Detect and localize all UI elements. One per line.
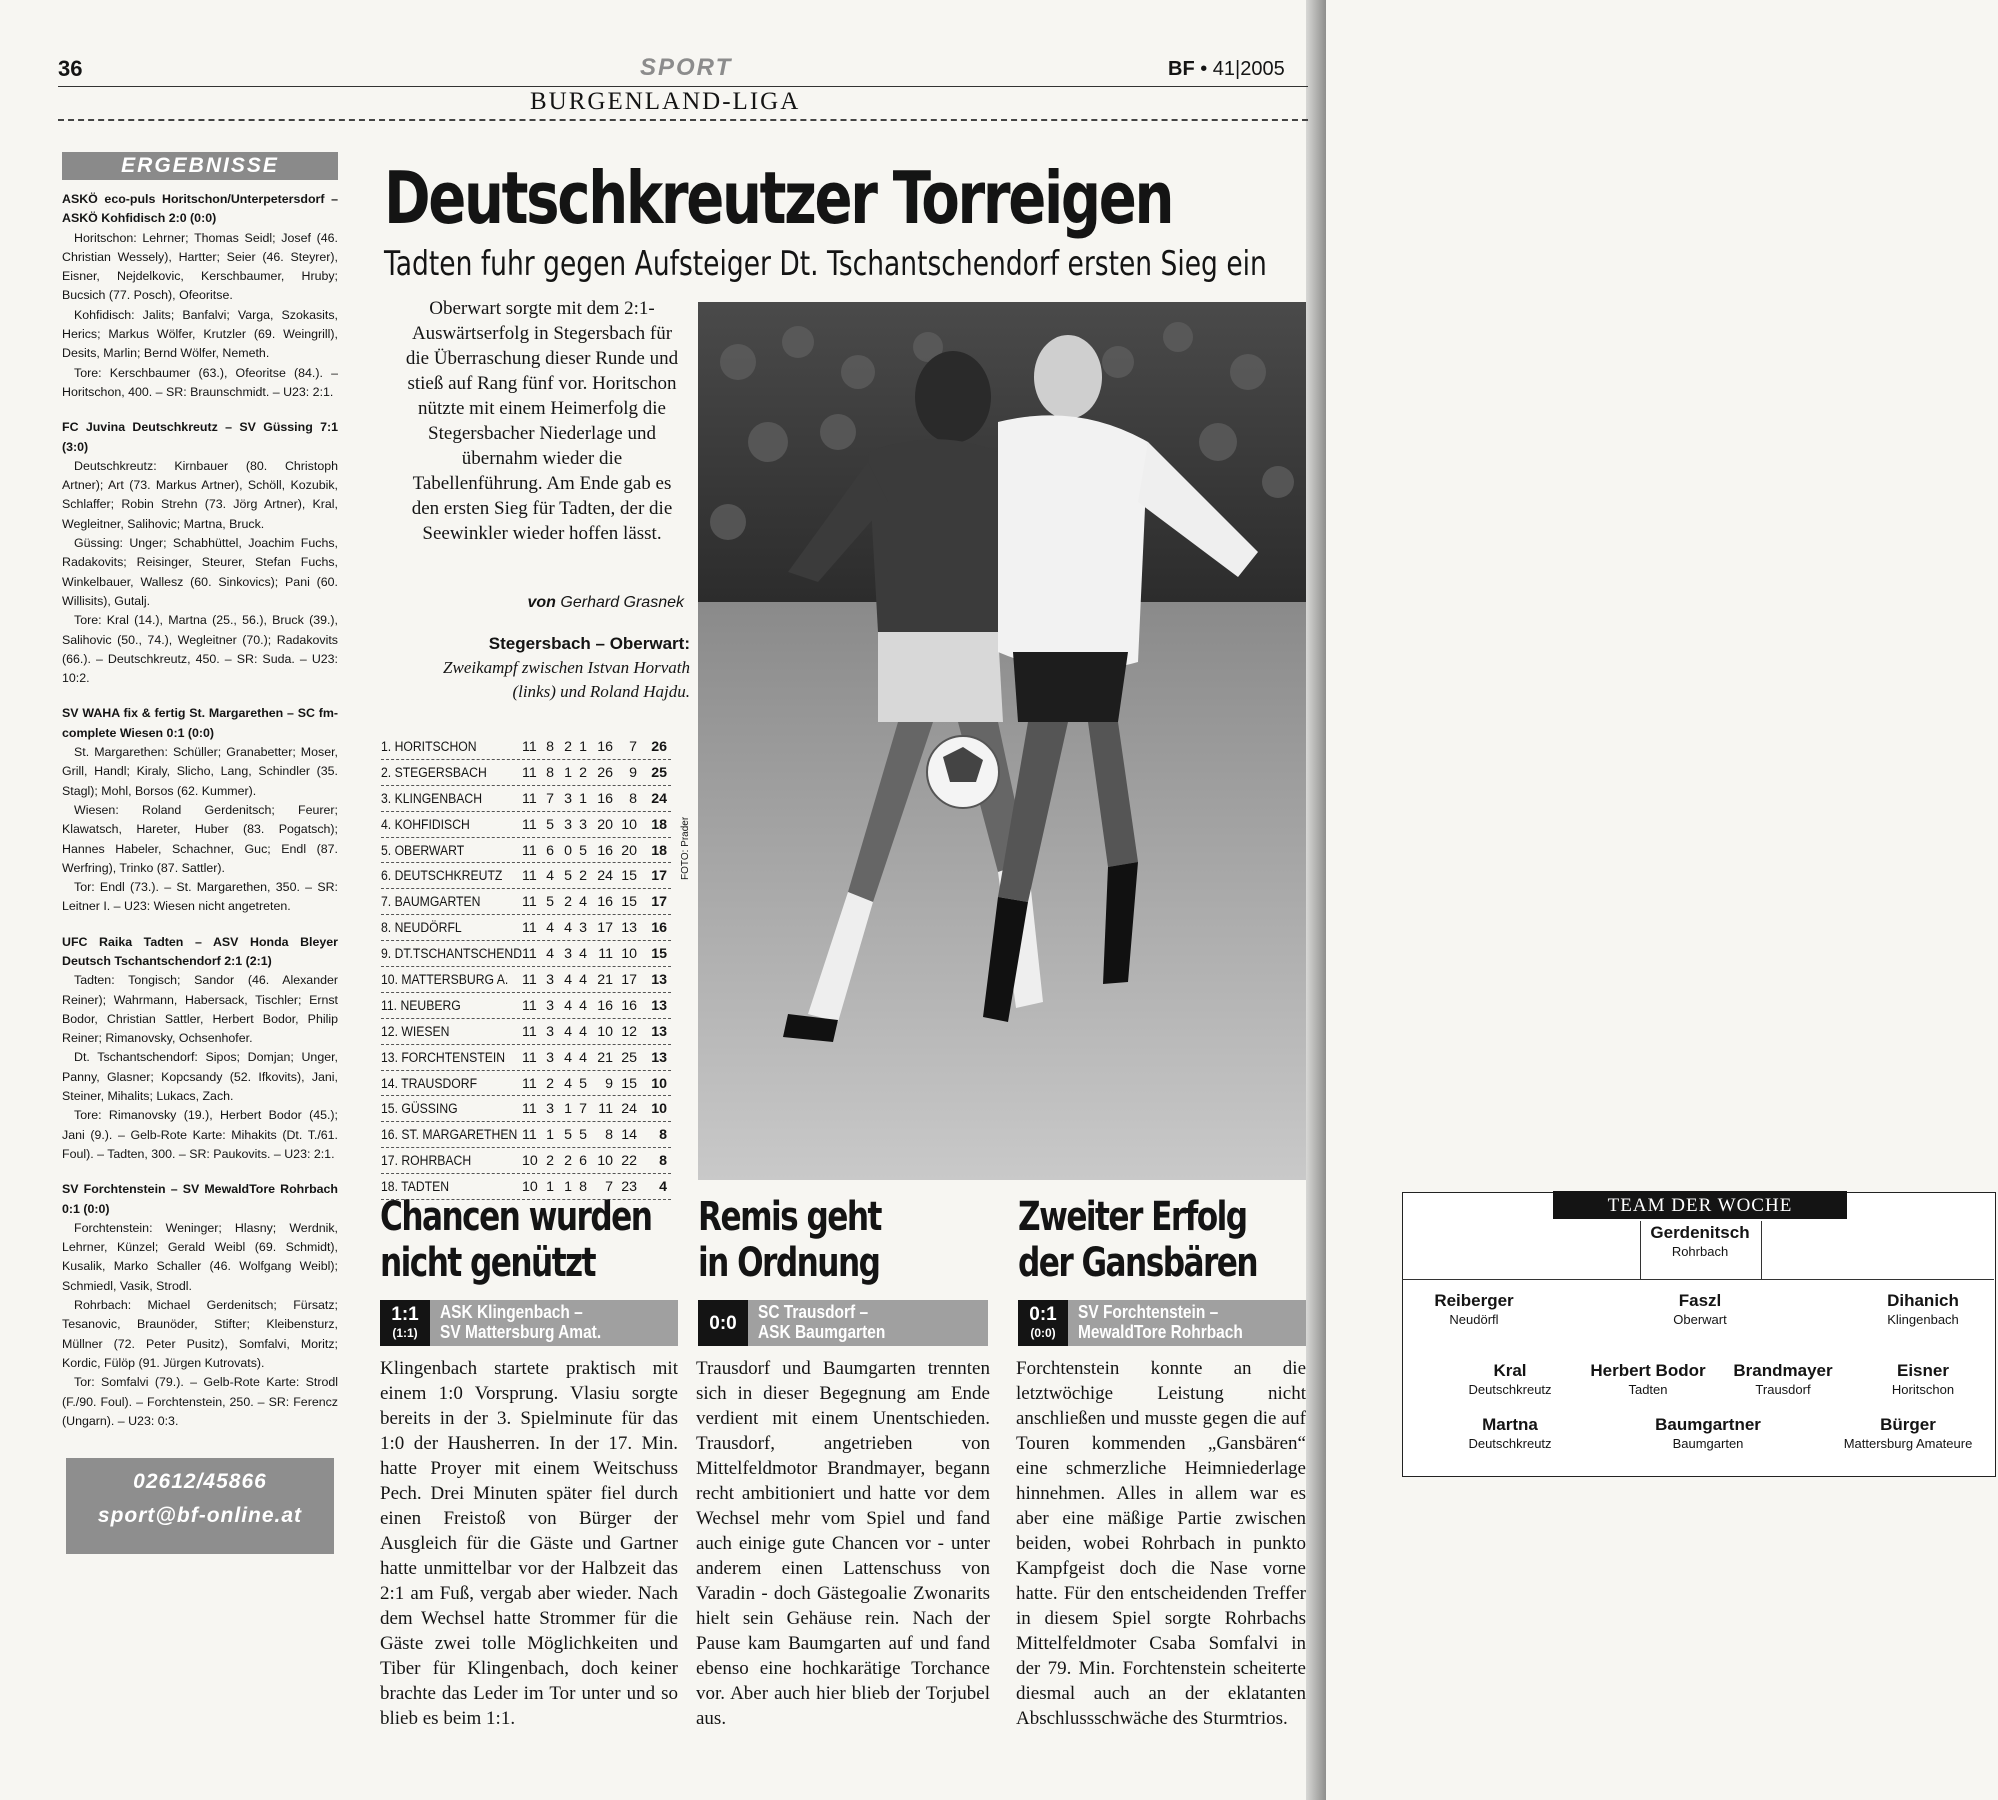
wins: 5 — [546, 894, 554, 911]
article-headline — [698, 1194, 881, 1286]
losses: 4 — [579, 997, 587, 1014]
draws: 3 — [564, 946, 572, 963]
goals-for: 10 — [597, 1153, 613, 1170]
team-name: 15. GÜSSING — [381, 1101, 458, 1118]
results-heading: ERGEBNISSE — [62, 152, 338, 180]
games-played: 11 — [522, 816, 537, 833]
team-name: 18. TADTEN — [381, 1179, 450, 1196]
result-title: SV WAHA fix & fertig St. Margarethen – SC fm-complete Wiesen 0:1 (0:0) — [62, 706, 338, 740]
player-club: Mattersburg Amateure — [1843, 1436, 1973, 1451]
player-club: Deutschkreutz — [1468, 1382, 1552, 1397]
goals-against: 16 — [621, 997, 637, 1014]
goals-against: 13 — [621, 920, 637, 937]
player-midfielder — [1435, 1361, 1585, 1397]
halftime-score: (0:0) — [1030, 1326, 1056, 1340]
points: 13 — [651, 1023, 667, 1040]
wins: 3 — [546, 1101, 554, 1118]
draws: 3 — [564, 790, 572, 807]
result-goals: Tore: Kral (14.), Martna (25., 56.), Bruck (39.), Salihovic (50., 74.), Wegleitner (70.); Radakovits (66.). – Deutschkreutz, 450. – SR: Suda. – U23: 10:2. — [62, 613, 338, 686]
result-lineup: Horitschon: Lehrner; Thomas Seidl; Josef (46. Christian Wessely), Hartter; Seier (46. Steyrer), Eisner, Nejdelkovic, Kerschbaumer, Hruby; Bucsich (77. Posch), Ofeoritse. — [62, 230, 338, 303]
losses: 2 — [579, 868, 587, 885]
final-score: 1:1 — [391, 1304, 419, 1325]
wins: 3 — [546, 972, 554, 989]
team-name: 1. HORITSCHON — [381, 739, 477, 755]
score-box — [1018, 1300, 1068, 1346]
headline-line: Chancen wurden — [380, 1194, 652, 1240]
result-block — [62, 1180, 338, 1431]
contact-email[interactable]: sport@bf-online.at — [97, 1504, 303, 1527]
losses: 4 — [579, 894, 587, 911]
points: 8 — [659, 1127, 667, 1144]
wins: 3 — [546, 997, 554, 1014]
result-title: SV Forchtenstein – SV MewaldTore Rohrbach 0:1 (0:0) — [62, 1182, 338, 1216]
player-club: Trausdorf — [1755, 1382, 1811, 1397]
photo-illustration — [698, 302, 1306, 1180]
goals-against: 22 — [621, 1153, 637, 1170]
standings-row — [381, 915, 671, 941]
photo-credit: FOTO: Prader — [680, 816, 691, 880]
player-defender — [1625, 1291, 1775, 1327]
losses: 1 — [579, 739, 587, 755]
goals-for: 8 — [605, 1127, 613, 1144]
games-played: 11 — [522, 790, 537, 807]
result-goals: Tore: Rimanovsky (19.), Herbert Bodor (45.); Jani (9.). – Gelb-Rote Karte: Mihakits (Dt. T./61. Foul). – Tadten, 300. – SR: Paukovits. – U23: 2:1. — [62, 1108, 338, 1161]
player-name: Eisner — [1897, 1361, 1949, 1380]
player-club: Horitschon — [1891, 1382, 1955, 1397]
player-club: Tadten — [1628, 1382, 1668, 1397]
result-lineup: Rohrbach: Michael Gerdenitsch; Fürsatz; Tesanovic, Braunöder, Stifter; Kleibensturz, Müllner (72. Peter Pusitz), Somfalvi, Moritz; Kordic, Fülöp (91. Jürgen Kutrovats). — [62, 1298, 338, 1370]
games-played: 11 — [522, 842, 537, 859]
match-scorebar — [698, 1300, 988, 1346]
player-defender — [1399, 1291, 1549, 1327]
games-played: 11 — [522, 894, 537, 911]
player-name: Kral — [1493, 1361, 1527, 1380]
player-name: Bürger — [1880, 1415, 1936, 1434]
field-line — [1402, 1279, 1994, 1280]
points: 18 — [651, 842, 667, 859]
games-played: 11 — [522, 946, 537, 963]
goals-for: 7 — [605, 1179, 613, 1196]
player-name: Gerdenitsch — [1650, 1223, 1750, 1242]
team-name: 14. TRAUSDORF — [381, 1075, 478, 1092]
draws: 4 — [564, 972, 572, 989]
result-title: FC Juvina Deutschkreutz – SV Güssing 7:1 (3:0) — [62, 420, 338, 454]
player-name: Baumgartner — [1655, 1415, 1761, 1434]
player-club: Baumgarten — [1672, 1436, 1744, 1451]
result-block — [62, 190, 338, 402]
standings-row — [381, 812, 671, 838]
match-teams — [758, 1302, 885, 1342]
games-played: 10 — [522, 1179, 538, 1196]
points: 13 — [651, 972, 667, 989]
losses: 2 — [579, 764, 587, 781]
result-lineup: Dt. Tschantschendorf: Sipos; Domjan; Unger, Panny, Glasner; Kopcsandy (52. Ifkovits), Jani, Steiner, Mihalits; Lukacs, Zach. — [62, 1050, 338, 1104]
points: 26 — [651, 739, 667, 755]
team-name: 9. DT.TSCHANTSCHEND. — [381, 946, 526, 963]
standings-table — [381, 734, 671, 1200]
games-played: 11 — [522, 764, 537, 781]
away-team: ASK Baumgarten — [758, 1322, 886, 1342]
team-name: 17. ROHRBACH — [381, 1153, 472, 1170]
halftime-score: (1:1) — [392, 1326, 418, 1340]
draws: 1 — [564, 764, 572, 781]
score-box — [380, 1300, 430, 1346]
match-scorebar — [1018, 1300, 1306, 1346]
goals-against: 24 — [621, 1101, 637, 1118]
standings-row — [381, 863, 671, 889]
draws: 4 — [564, 1049, 572, 1066]
league-title: BURGENLAND-LIGA — [530, 88, 801, 115]
draws: 4 — [564, 1075, 572, 1092]
goals-against: 10 — [621, 816, 637, 833]
goals-for: 21 — [597, 972, 613, 989]
losses: 4 — [579, 972, 587, 989]
team-name: 11. NEUBERG — [381, 997, 461, 1014]
goals-for: 26 — [597, 764, 613, 781]
away-team: MewaldTore Rohrbach — [1078, 1322, 1243, 1342]
standings-row — [381, 838, 671, 864]
match-scorebar — [380, 1300, 678, 1346]
goals-against: 17 — [621, 972, 637, 989]
goals-for: 21 — [597, 1049, 613, 1066]
goals-against: 15 — [621, 868, 637, 885]
player-name: Herbert Bodor — [1590, 1361, 1706, 1380]
match-teams — [440, 1302, 601, 1342]
losses: 1 — [579, 790, 587, 807]
goals-for: 16 — [597, 739, 613, 755]
team-name: 10. MATTERSBURG A. — [381, 972, 509, 989]
issue-number: • 41|2005 — [1200, 58, 1285, 80]
team-name: 7. BAUMGARTEN — [381, 894, 481, 911]
draws: 1 — [564, 1101, 572, 1118]
result-lineup: Güssing: Unger; Schabhüttel, Joachim Fuchs, Radakovits; Reisinger, Steurer, Stefan Fuchs, Winkelbauer, Wallesz (60. Sinkovics); Pani (60. Willisits), Gutalj. — [62, 536, 338, 608]
draws: 3 — [564, 816, 572, 833]
draws: 0 — [564, 842, 572, 859]
result-goals: Tore: Kerschbaumer (63.), Ofeoritse (84.). – Horitschon, 400. – SR: Braunschmidt. – U23: 2:1. — [62, 365, 338, 399]
points: 17 — [651, 894, 667, 911]
goals-against: 8 — [629, 790, 637, 807]
standings-row — [381, 786, 671, 812]
games-played: 11 — [522, 739, 537, 755]
games-played: 11 — [522, 868, 537, 885]
goals-for: 11 — [598, 1101, 613, 1118]
article-headline — [1018, 1194, 1257, 1286]
player-midfielder — [1708, 1361, 1858, 1397]
wins: 5 — [546, 816, 554, 833]
page-edge-shadow — [1306, 0, 1326, 1800]
player-forward — [1633, 1415, 1783, 1451]
wins: 4 — [546, 868, 554, 885]
player-goalkeeper — [1625, 1223, 1775, 1259]
wins: 4 — [546, 946, 554, 963]
losses: 8 — [579, 1179, 587, 1196]
games-played: 11 — [522, 1023, 537, 1040]
contact-phone[interactable]: 02612/45866 — [133, 1470, 267, 1493]
football — [927, 736, 999, 808]
goals-against: 15 — [621, 894, 637, 911]
player-name: Martna — [1482, 1415, 1538, 1434]
goals-for: 24 — [597, 868, 613, 885]
goals-against: 14 — [621, 1127, 637, 1144]
away-team: SV Mattersburg Amat. — [440, 1322, 602, 1342]
losses: 5 — [579, 1075, 587, 1092]
standings-row — [381, 1019, 671, 1045]
standings-row — [381, 1096, 671, 1122]
draws: 4 — [564, 997, 572, 1014]
team-name: 4. KOHFIDISCH — [381, 816, 470, 833]
goals-for: 11 — [598, 946, 613, 963]
standings-row — [381, 889, 671, 915]
draws: 2 — [564, 739, 572, 755]
player-club: Oberwart — [1673, 1312, 1727, 1327]
points: 13 — [651, 997, 667, 1014]
article-body: Trausdorf und Baumgarten trennten sich in dieser Begegnung am Ende verdient mit einem Unentschieden. Trausdorf, angetrieben von Mittelfeldmotor Brandmayer, begann recht ambitioniert und hatte vor dem Wechsel mehr vom Spiel und fand auch einige gute Chancen vor - unter anderem einen Lattenschuss von Varadin - doch Gästegoalie Zwonarits hielt sein Gehäuse rein. Nach der Pause kam Baumgarten auf und fand ebenso eine hochkarätige Torchance vor. Aber auch hier blieb der Torjubel aus. — [696, 1358, 990, 1729]
losses: 6 — [579, 1153, 587, 1170]
goals-for: 20 — [597, 816, 613, 833]
headline-line: nicht genützt — [380, 1240, 596, 1286]
losses: 7 — [579, 1101, 587, 1118]
wins: 3 — [546, 1049, 554, 1066]
team-name: 6. DEUTSCHKREUTZ — [381, 868, 503, 885]
draws: 4 — [564, 1023, 572, 1040]
wins: 1 — [546, 1127, 554, 1144]
final-score: 0:0 — [709, 1313, 737, 1334]
wins: 6 — [546, 842, 554, 859]
issue-info — [1168, 58, 1285, 81]
points: 4 — [659, 1179, 667, 1196]
player-club: Klingenbach — [1887, 1312, 1959, 1327]
draws: 2 — [564, 894, 572, 911]
games-played: 10 — [522, 1153, 538, 1170]
goals-against: 10 — [621, 946, 637, 963]
main-subheadline: Tadten fuhr gegen Aufsteiger Dt. Tschantschendorf ersten Sieg ein — [384, 244, 1267, 284]
standings-row — [381, 734, 671, 760]
standings-row — [381, 1071, 671, 1097]
result-title: ASKÖ eco-puls Horitschon/Unterpetersdorf – ASKÖ Kohfidisch 2:0 (0:0) — [62, 192, 338, 226]
player-midfielder — [1848, 1361, 1998, 1397]
losses: 4 — [579, 946, 587, 963]
standings-row — [381, 760, 671, 786]
wins: 8 — [546, 764, 554, 781]
result-lineup: Deutschkreutz: Kirnbauer (80. Christoph Artner); Art (73. Markus Artner), Schöll, Kozubik, Schlaffer; Robin Strehn (73. Jörg Artner), Kral, Wegleitner, Salihovic; Martna, Bruck. — [62, 458, 338, 531]
page-number: 36 — [58, 56, 83, 81]
article-body: Forchtenstein konnte an die letztwöchige Leistung nicht anschließen und musste gegen die auf Touren kommenden „Gansbären“ eine schmerzliche Heimniederlage hinnehmen. Alles in allem war es aber eine mäßige Partie zwischen beiden, wobei Rohrbach in punkto Kampfgeist doch die Nase vorne hatte. Für den entscheidenden Treffer in diesem Spiel sorgte Rohrbachs Mittelfeldmoter Csaba Somfalvi in der 79. Min. Forchtenstein scheiterte diesmal auch an der eklatanten Abschlussschwäche des Sturmtrios. — [1016, 1358, 1306, 1729]
goals-against: 7 — [629, 739, 637, 755]
losses: 4 — [579, 1049, 587, 1066]
player-midfielder — [1573, 1361, 1723, 1397]
draws: 5 — [564, 868, 572, 885]
article-body: Klingenbach startete praktisch mit einem 1:0 Vorsprung. Vlasiu sorgte bereits in der 3. Spielminute für das 1:0 der Hausherren. In der 17. Min. hatte Proyer mit einem Weitschuss Pech. Drei Minuten später fiel durch einen Freistoß von Bürger der Ausgleich für die Gäste und Gartner hatte unmittelbar vor der Halbzeit das 2:1 am Fuß, vergab aber wieder. Nach dem Wechsel hatte Strommer für die Gäste zwei tolle Möglichkeiten und Tiber für Klingenbach, doch keiner brachte das Leder im Tor unter und so blieb es beim 1:1. — [380, 1358, 678, 1729]
result-lineup: Forchtenstein: Weninger; Hlasny; Werdnik, Lehrner, Künzel; Gerald Weibl (69. Schmidt), Kusalik, Marko Schaller (46. Wolfgang Weibl); Schmiedl, Vasik, Strodl. — [62, 1220, 338, 1293]
wins: 2 — [546, 1153, 554, 1170]
team-of-the-week — [1402, 1192, 1996, 1477]
result-goals: Tor: Somfalvi (79.). – Gelb-Rote Karte: Strodl (F./90. Foul). – Forchtenstein, 250. – SR: Ferencz (Ungarn). – U23: 0:3. — [62, 1375, 338, 1428]
goals-against: 20 — [621, 842, 637, 859]
byline — [400, 594, 684, 612]
games-played: 11 — [522, 1101, 537, 1118]
byline-prefix: von — [527, 594, 556, 611]
result-lineup: Kohfidisch: Jalits; Banfalvi; Varga, Szokasits, Herics; Markus Wölfer, Krutzler (69. Weingrill), Desits, Marlin; Bernd Wölfer, Nemeth. — [62, 307, 338, 361]
goals-for: 16 — [597, 997, 613, 1014]
goals-against: 12 — [621, 1023, 637, 1040]
team-name: 8. NEUDÖRFL — [381, 920, 462, 937]
result-lineup: Wiesen: Roland Gerdenitsch; Feurer; Klawatsch, Hareter, Huber (83. Pogatsch); Hannes Habeler, Schachner, Guc; Endl (87. Werfring), Trinko (87. Sattler). — [62, 802, 338, 875]
standings-row — [381, 1045, 671, 1071]
losses: 5 — [579, 842, 587, 859]
caption-text: Zweikampf zwischen Istvan Horvath (links) und Roland Hajdu. — [443, 658, 690, 701]
draws: 1 — [564, 1179, 572, 1196]
player-defender — [1848, 1291, 1998, 1327]
team-name: 3. KLINGENBACH — [381, 790, 483, 807]
points: 10 — [651, 1075, 667, 1092]
dashed-divider — [58, 119, 1308, 121]
games-played: 11 — [522, 1127, 537, 1144]
points: 18 — [651, 816, 667, 833]
player-forward — [1823, 1415, 1993, 1451]
team-name: 13. FORCHTENSTEIN — [381, 1049, 506, 1066]
lead-paragraph: Oberwart sorgte mit dem 2:1-Auswärtserfolg in Stegersbach für die Überraschung dieser Runde und stieß auf Rang fünf vor. Horitschon nützte mit einem Heimerfolg die Stegersbacher Niederlage und übernahm wieder die Tabellenführung. Am Ende gab es den ersten Sieg für Tadten, der die Seewinkler wieder hoffen lässt. — [405, 298, 679, 544]
standings-row — [381, 993, 671, 1019]
games-played: 11 — [522, 997, 537, 1014]
draws: 5 — [564, 1127, 572, 1144]
goals-for: 17 — [597, 920, 613, 937]
points: 16 — [651, 920, 667, 937]
player-club: Neudörfl — [1449, 1312, 1499, 1327]
home-team: SV Forchtenstein – — [1078, 1302, 1219, 1322]
headline-line: Zweiter Erfolg — [1018, 1194, 1247, 1240]
result-block — [62, 704, 338, 916]
team-name: 12. WIESEN — [381, 1023, 450, 1040]
result-block — [62, 933, 338, 1165]
standings-row — [381, 941, 671, 967]
draws: 2 — [564, 1153, 572, 1170]
section-label: SPORT — [640, 54, 733, 81]
wins: 3 — [546, 1023, 554, 1040]
goals-against: 9 — [629, 764, 637, 781]
home-team: ASK Klingenbach – — [440, 1302, 583, 1322]
player-name: Faszl — [1678, 1291, 1722, 1310]
wins: 4 — [546, 920, 554, 937]
result-lineup: St. Margarethen: Schüller; Granabetter; Moser, Grill, Handl; Kiraly, Slicho, Lang, Schindler (35. Stagl); Mohl, Borsos (62. Kummer). — [62, 745, 338, 798]
games-played: 11 — [522, 972, 537, 989]
losses: 3 — [579, 816, 587, 833]
result-block — [62, 418, 338, 688]
match-teams — [1078, 1302, 1243, 1342]
points: 13 — [651, 1049, 667, 1066]
player-forward — [1435, 1415, 1585, 1451]
byline-author: Gerhard Grasnek — [560, 594, 684, 611]
goals-against: 23 — [621, 1179, 637, 1196]
games-played: 11 — [522, 920, 537, 937]
publication-name: BF — [1168, 58, 1195, 80]
wins: 7 — [546, 790, 554, 807]
goals-for: 10 — [597, 1023, 613, 1040]
goals-for: 16 — [597, 842, 613, 859]
team-of-week-title: TEAM DER WOCHE — [1553, 1191, 1847, 1219]
article-headline — [380, 1194, 651, 1286]
goals-against: 25 — [621, 1049, 637, 1066]
headline-line: in Ordnung — [698, 1240, 880, 1286]
team-name: 5. OBERWART — [381, 842, 465, 859]
player-name: Reiberger — [1434, 1291, 1514, 1310]
standings-row — [381, 967, 671, 993]
points: 25 — [651, 764, 667, 781]
points: 17 — [651, 868, 667, 885]
contact-box — [66, 1458, 334, 1554]
headline-line: der Gansbären — [1018, 1240, 1258, 1286]
player-club: Deutschkreutz — [1468, 1436, 1552, 1451]
header-rule — [58, 86, 1308, 87]
headline-line: Remis geht — [698, 1194, 881, 1240]
games-played: 11 — [522, 1075, 537, 1092]
losses: 5 — [579, 1127, 587, 1144]
wins: 2 — [546, 1075, 554, 1092]
score-box — [698, 1300, 748, 1346]
draws: 4 — [564, 920, 572, 937]
final-score: 0:1 — [1029, 1304, 1057, 1325]
player-name: Dihanich — [1887, 1291, 1959, 1310]
wins: 1 — [546, 1179, 554, 1196]
result-title: UFC Raika Tadten – ASV Honda Bleyer Deutsch Tschantschendorf 2:1 (2:1) — [62, 934, 338, 968]
caption-match: Stegersbach – Oberwart: — [488, 634, 690, 653]
points: 8 — [659, 1153, 667, 1170]
standings-row — [381, 1122, 671, 1148]
team-name: 16. ST. MARGARETHEN — [381, 1127, 518, 1144]
wins: 8 — [546, 739, 554, 755]
goals-against: 15 — [621, 1075, 637, 1092]
main-headline: Deutschkreutzer Torreigen — [384, 156, 1173, 240]
player-club: Rohrbach — [1671, 1244, 1729, 1259]
team-name: 2. STEGERSBACH — [381, 764, 487, 781]
goals-for: 16 — [597, 790, 613, 807]
result-lineup: Tadten: Tongisch; Sandor (46. Alexander Reiner); Wahrmann, Habersack, Tischler; Ernst Bodor, Christian Sattler, Herbert Bodor, Philip Reiner; Rimanovsky, Ochsenhofer. — [62, 973, 338, 1046]
result-goals: Tor: Endl (73.). – St. Margarethen, 350. – SR: Leitner I. – U23: Wiesen nicht angetreten. — [62, 880, 338, 914]
player-name: Brandmayer — [1733, 1361, 1833, 1380]
goals-for: 9 — [605, 1075, 613, 1092]
results-column — [62, 152, 338, 1447]
losses: 4 — [579, 1023, 587, 1040]
points: 15 — [651, 946, 667, 963]
points: 10 — [651, 1101, 667, 1118]
losses: 3 — [579, 920, 587, 937]
points: 24 — [651, 790, 667, 807]
standings-row — [381, 1148, 671, 1174]
games-played: 11 — [522, 1049, 537, 1066]
photo-caption — [418, 632, 690, 704]
home-team: SC Trausdorf – — [758, 1302, 869, 1322]
goals-for: 16 — [597, 894, 613, 911]
